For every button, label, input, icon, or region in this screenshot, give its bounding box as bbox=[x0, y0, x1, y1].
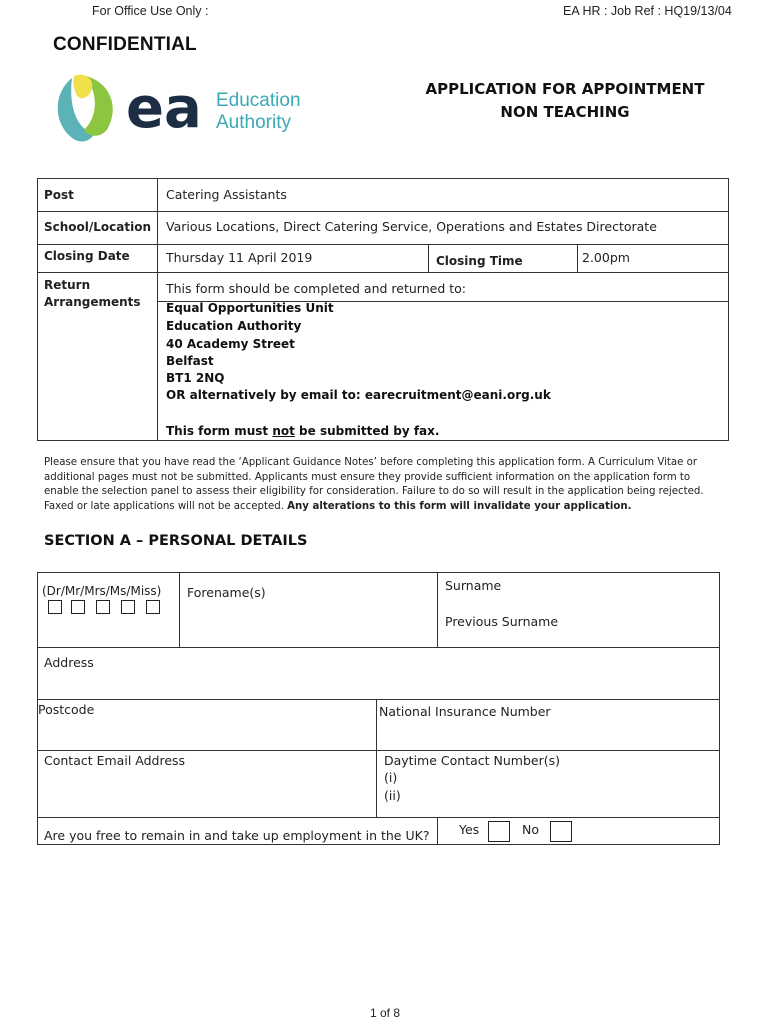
logo-mark-text: ea bbox=[126, 76, 202, 141]
title-mrs-checkbox[interactable] bbox=[96, 600, 110, 614]
page-number: 1 of 8 bbox=[369, 1006, 401, 1020]
address-line: Education Authority bbox=[166, 319, 302, 333]
guidance-text: Please ensure that you have read the ‘Applicant Guidance Notes’ before completing this application form. A Curriculum Vitae or additional pages must not be submitted. Applicants must ensure they provide sufficient information on the application form to enable the selection panel to assess their eligibility for consideration. Failure to do so will result in the application being rejected. Faxed or late applications will not be accepted. bbox=[44, 457, 704, 512]
post-label: Post bbox=[44, 188, 74, 202]
title-ms-checkbox[interactable] bbox=[121, 600, 135, 614]
address-line: BT1 2NQ bbox=[166, 371, 225, 385]
address-line: 40 Academy Street bbox=[166, 337, 295, 351]
email-field[interactable]: Contact Email Address bbox=[44, 753, 186, 768]
address-field[interactable]: Address bbox=[44, 655, 94, 670]
closing-time-value: 2.00pm bbox=[582, 250, 630, 265]
address-line: Equal Opportunities Unit bbox=[166, 301, 334, 315]
title-options-label: (Dr/Mr/Mrs/Ms/Miss) bbox=[42, 584, 162, 598]
fax-notice-not: not bbox=[272, 424, 295, 438]
surname-field[interactable]: Surname bbox=[445, 578, 502, 593]
title-dr-checkbox[interactable] bbox=[48, 600, 62, 614]
address-line: Belfast bbox=[166, 354, 214, 368]
return-label-line2: Arrangements bbox=[44, 295, 141, 309]
location-label: School/Location bbox=[44, 220, 152, 234]
daytime-contact-label: Daytime Contact Number(s) bbox=[384, 753, 560, 768]
logo-name-line1: Education bbox=[216, 90, 301, 111]
form-title-line1: APPLICATION FOR APPOINTMENT bbox=[425, 80, 705, 98]
yes-label: Yes bbox=[459, 822, 480, 837]
form-title-line2: NON TEACHING bbox=[500, 103, 630, 121]
no-label: No bbox=[522, 822, 539, 837]
forename-field[interactable]: Forename(s) bbox=[187, 585, 266, 600]
return-label-line1: Return bbox=[44, 278, 91, 292]
section-a-heading: SECTION A – PERSONAL DETAILS bbox=[44, 533, 308, 549]
return-intro: This form should be completed and returned to: bbox=[166, 281, 466, 296]
form-title bbox=[395, 78, 735, 124]
logo-name-line2: Authority bbox=[216, 112, 291, 133]
title-mr-checkbox[interactable] bbox=[71, 600, 85, 614]
closing-date-value: Thursday 11 April 2019 bbox=[166, 250, 313, 265]
postcode-field[interactable]: Postcode bbox=[38, 702, 95, 717]
guidance-paragraph bbox=[44, 456, 720, 514]
title-miss-checkbox[interactable] bbox=[146, 600, 160, 614]
job-reference: EA HR : Job Ref : HQ19/13/04 bbox=[563, 4, 732, 18]
uk-no-checkbox[interactable] bbox=[550, 821, 572, 842]
office-use-label: For Office Use Only : bbox=[92, 4, 209, 18]
uk-yes-checkbox[interactable] bbox=[488, 821, 510, 842]
ni-number-field[interactable]: National Insurance Number bbox=[379, 704, 551, 719]
fax-notice bbox=[166, 424, 439, 438]
post-value: Catering Assistants bbox=[166, 187, 287, 202]
location-value: Various Locations, Direct Catering Service, Operations and Estates Directorate bbox=[166, 219, 657, 234]
guidance-warning: Any alterations to this form will invalidate your application. bbox=[287, 500, 632, 512]
daytime-contact-2-field[interactable]: (ii) bbox=[384, 788, 401, 803]
closing-time-label: Closing Time bbox=[436, 254, 523, 268]
fax-notice-part: This form must bbox=[166, 424, 273, 438]
fax-notice-part: be submitted by fax. bbox=[294, 424, 440, 438]
closing-date-label: Closing Date bbox=[44, 249, 130, 263]
daytime-contact-1-field[interactable]: (i) bbox=[384, 770, 398, 785]
previous-surname-field[interactable]: Previous Surname bbox=[445, 614, 559, 629]
uk-eligibility-question: Are you free to remain in and take up employment in the UK? bbox=[44, 828, 430, 843]
confidential-heading: CONFIDENTIAL bbox=[53, 34, 197, 55]
education-authority-logo bbox=[50, 72, 330, 146]
email-return-line: OR alternatively by email to: earecruitment@eani.org.uk bbox=[166, 388, 551, 402]
